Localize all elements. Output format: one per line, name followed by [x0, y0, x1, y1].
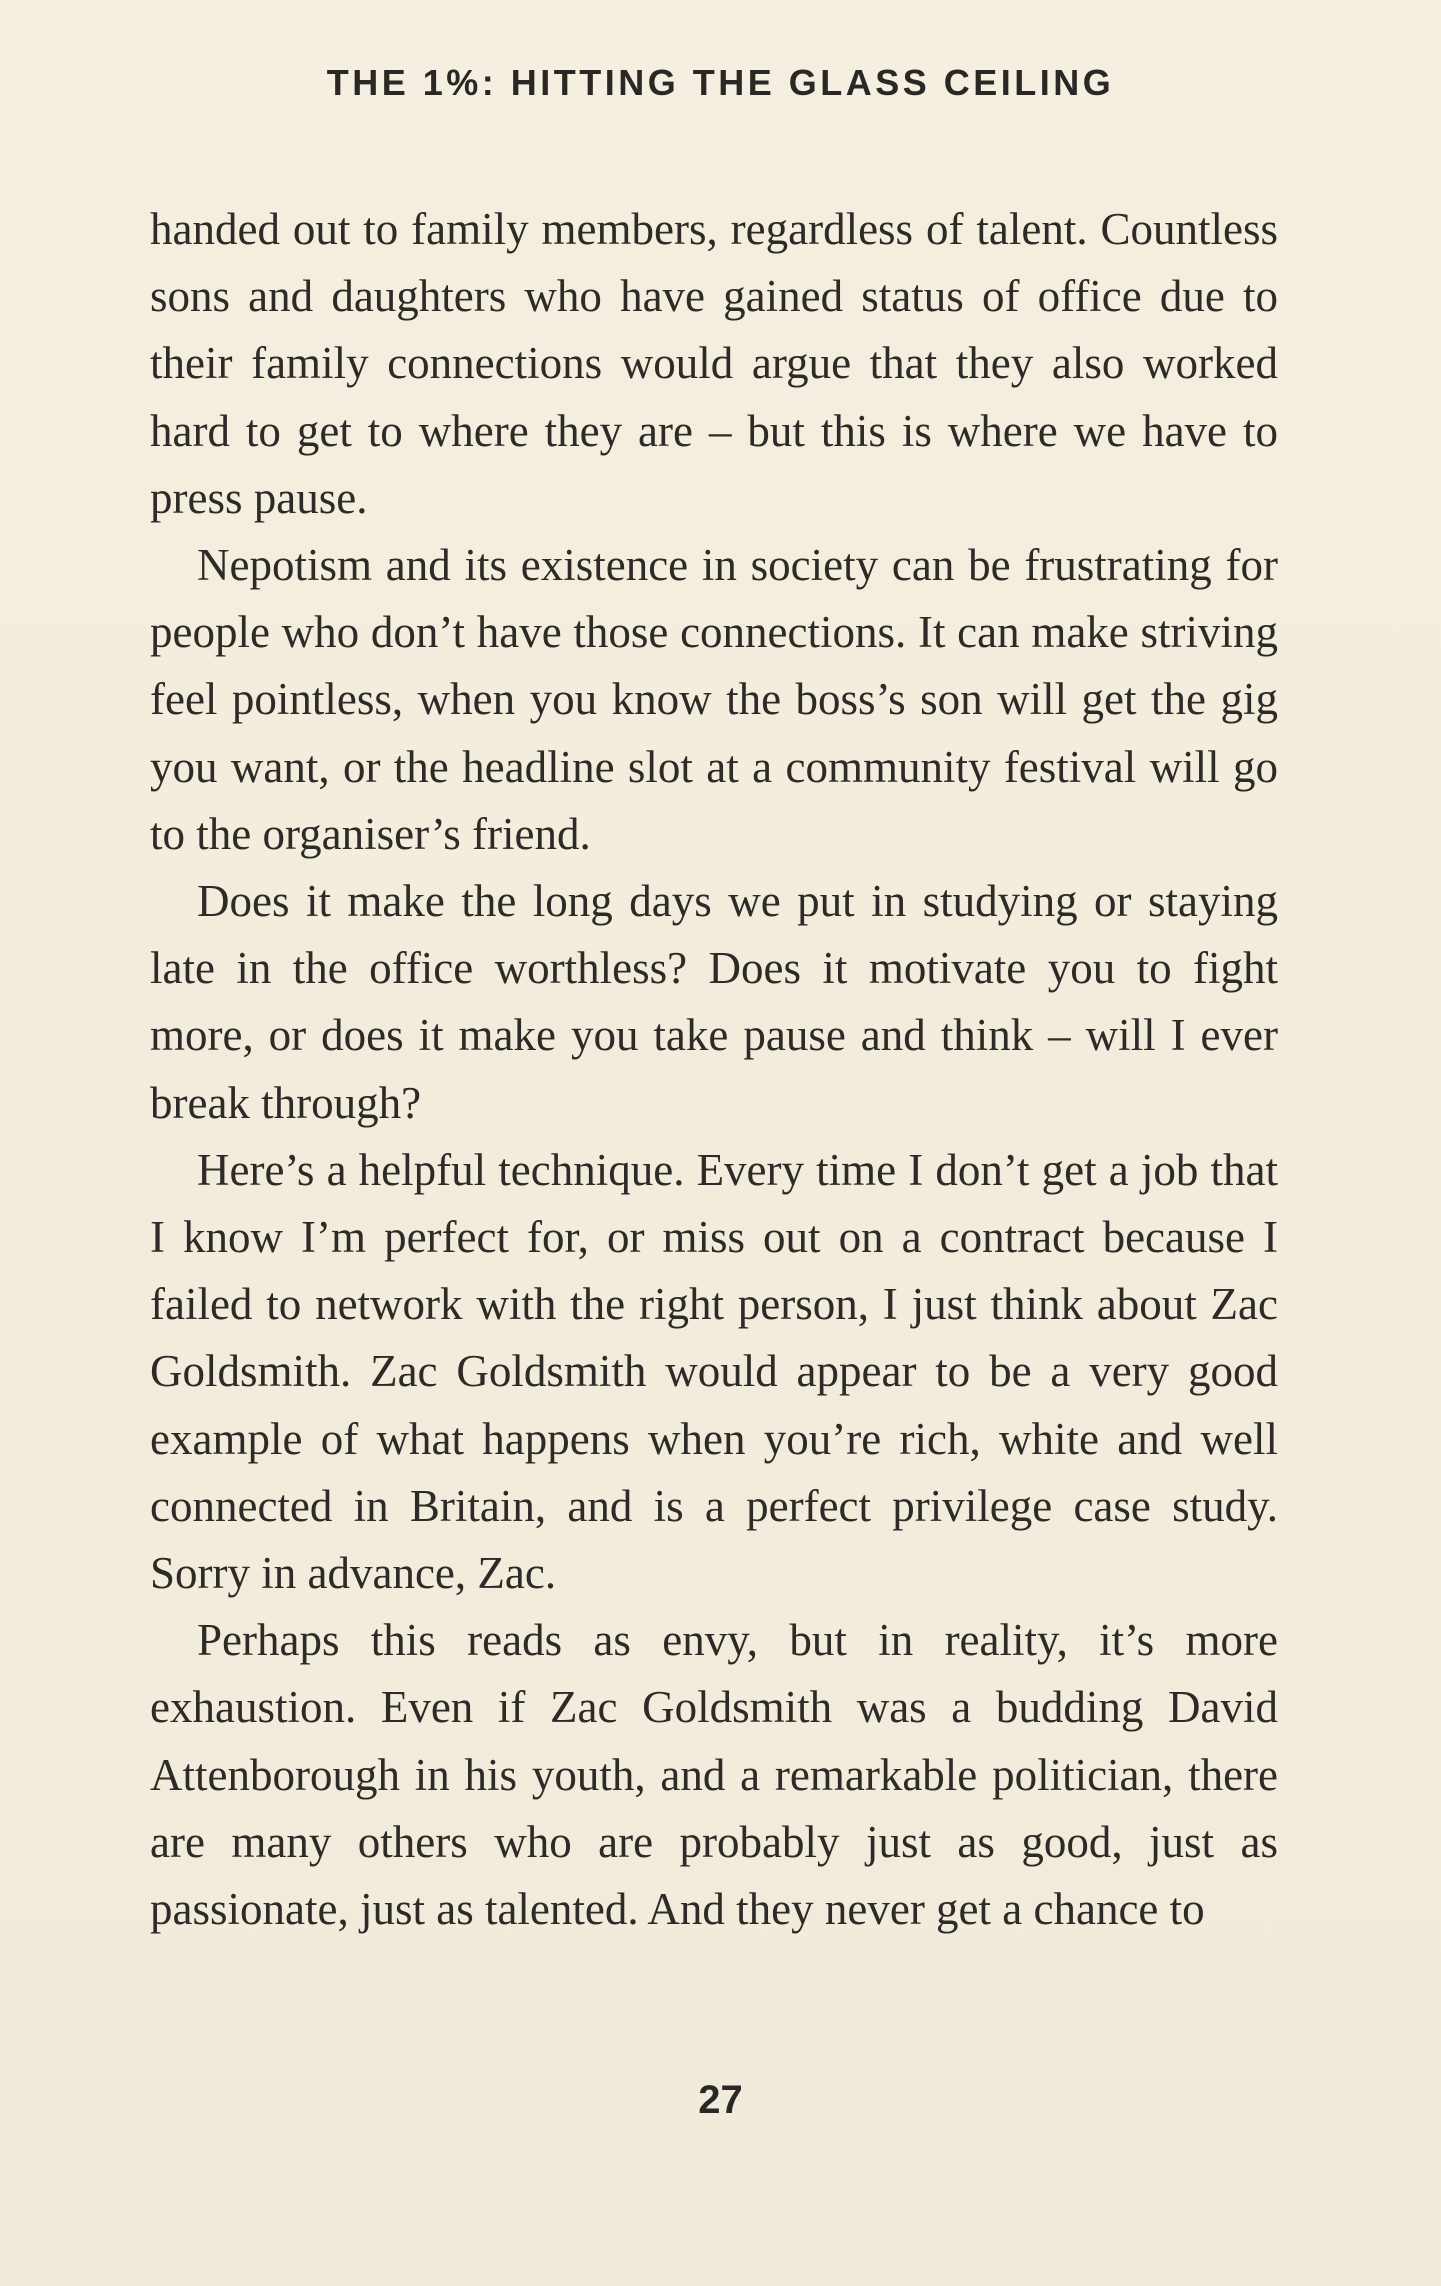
paragraph: Here’s a helpful technique. Every time I don’t get a job that I know I’m perfect for, or miss out on a contract because I failed to network with the right person, I just think about Zac Goldsmith. Zac Goldsmith would appear to be a very good example of what happens when you’re rich, white and well connected in Britain, and is a perfect privilege case study. Sorry in advance, Zac.	[150, 1144, 1278, 1599]
paragraph: Nepotism and its existence in society can be frustrating for people who don’t have those connections. It can make striving feel pointless, when you know the boss’s son will get the gig you want, or the headline slot at a community festival will go to the organiser’s friend.	[150, 540, 1278, 859]
running-head: THE 1%: HITTING THE GLASS CEILING	[326, 62, 1115, 103]
body-text	[150, 196, 1278, 1943]
paragraph-continued: handed out to family members, regardless of talent. Countless sons and daughters who have gained status of office due to their family connections would argue that they also worked hard to get to where they are – but this is where we have to press pause.	[150, 204, 1278, 523]
page-number: 27	[698, 2078, 743, 2122]
paragraph: Perhaps this reads as envy, but in reality, it’s more exhaustion. Even if Zac Goldsmith was a budding David Attenborough in his youth, and a remarkable politician, there are many others who are probably just as good, just as passionate, just as talented. And they never get a chance to	[150, 1615, 1278, 1935]
paragraph: Does it make the long days we put in studying or staying late in the office worthless? Does it motivate you to fight more, or does it make you take pause and think – will I ever break through?	[150, 876, 1278, 1128]
